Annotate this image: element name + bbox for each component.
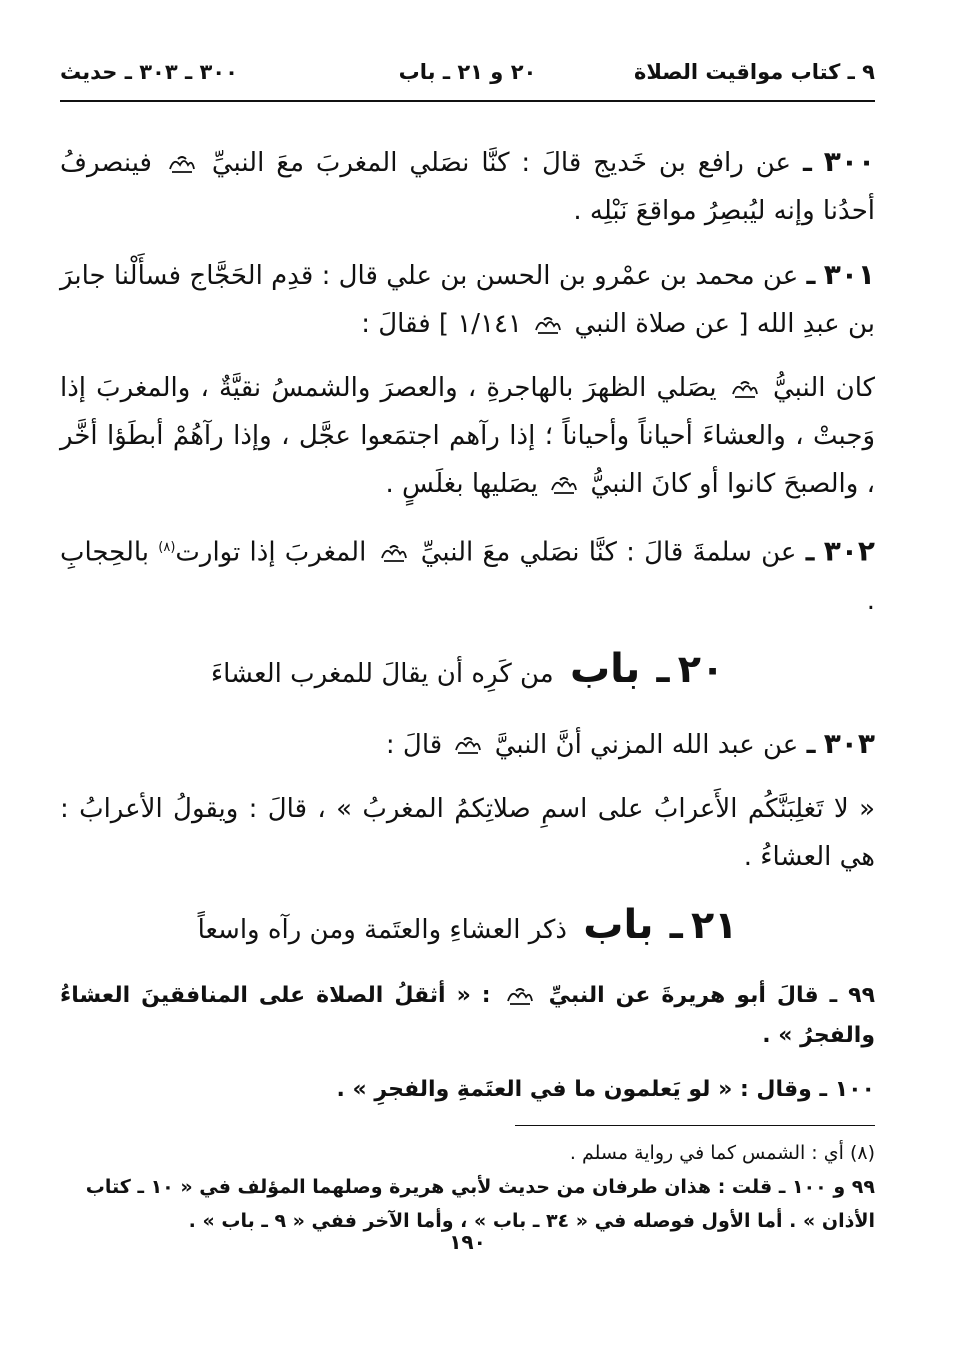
salutation-icon [168, 153, 196, 175]
hadith-number: ٣٠١ [823, 258, 876, 291]
chapter-title: من كَرِه أن يقالَ للمغرب العشاءَ [210, 658, 554, 689]
header-chapter: ٩ ـ كتاب مواقيت الصلاة [633, 60, 875, 84]
salutation-icon [731, 378, 759, 400]
salutation-icon [534, 314, 562, 336]
hadith-text-end: بالحِجابِ . [60, 537, 875, 616]
chapter-heading-21: ٢١ ـ باب ذكر العشاءِ والعتَمة ومن رآه واسعاً [197, 901, 738, 948]
chapter-word: باب [569, 645, 641, 692]
salutation-icon [380, 542, 408, 564]
hadith-302: ٣٠٢ ـ عن سلمةَ قالَ : كنَّا نصَلي معَ النبيِّ المغربَ إذا توارت$^{(٨)}$ بالحِجابِ . [60, 534, 876, 616]
hadith-text-cont: يصَلي الظهرَ بالهاجرةِ ، والعصرَ والشمسُ نقيَّةٌ ، والمغربَ إذا وَجبتْ ، والعشاءَ أحياناً وأحياناً ؛ إذا رآهم اجتمَعوا عجَّل ، وإذا رآهُمْ أبطَؤا أخَّر ، والصبحَ كانوا أو كانَ النبيُّ [60, 373, 875, 499]
hadith-text-cont: قالَ : [385, 729, 443, 760]
hadith-number: ٣٠٣ [823, 726, 875, 760]
footnote-99-100: ٩٩ و ١٠٠ ـ قلت : هذان طرفان من حديث لأبي هريرة وصلهما المؤلف في « ١٠ ـ كتاب الأذان » . أما الأول فوصله في « ٣٤ ـ باب » ، وأما الآخر ففي « ٩ ـ باب » . [85, 1176, 875, 1232]
salutation-icon [506, 985, 534, 1007]
header-hadith-range: ٣٠٠ ـ ٣٠٣ ـ حديث [60, 60, 238, 84]
hadith-text-cont: فينصرفُ أحدُنا وإنه ليُبصِرُ مواقعَ نَبْلِه . [60, 148, 875, 226]
hadith-text-end: يصَليها بغلَسٍ . [385, 469, 538, 499]
main-text [60, 138, 875, 1124]
hadith-text: كان النبيُّ [772, 373, 876, 403]
chapter-word: باب [583, 901, 654, 948]
hadith-text: عن محمد بن عمْرو بن الحسن بن علي قال : قدِم الحَجَّاج فسأَلْنا جابرَ بن عبدِ الله [ عن صلاة النبي [60, 261, 875, 339]
chapter-heading-20: ٢٠ ـ باب من كَرِه أن يقالَ للمغرب العشاءَ [210, 645, 725, 692]
mualaq-99 [60, 976, 875, 1056]
footnotes [60, 1125, 875, 1238]
mualaq-100: ١٠٠ ـ وقال : « لو يَعلمون ما في العتَمةِ والفجرِ » . [336, 1076, 875, 1102]
hadith-301-body [60, 364, 875, 508]
mualaq-text: ٩٩ ـ قالَ أبو هريرةَ عن النبيِّ [548, 982, 875, 1008]
hadith-303-body: « لا تَغلِبَنَّكُم الأَعرابُ على اسمِ صلاتِكمُ المغربُ » ، قالَ : ويقولُ الأعرابُ : هي العشاءُ . [60, 793, 875, 872]
hadith-300: ٣٠٠ ـ عن رافع بن خَديج قالَ : كنَّا نصَلي المغربَ معَ النبيِّ فينصرفُ أحدُنا وإنه ليُبصِرُ مواقعَ نَبْلِه . [60, 145, 876, 226]
hadith-text: عن عبد الله المزني أنَّ النبيَّ [494, 729, 799, 760]
hadith-text-cont: المغربَ إذا توارت [175, 537, 367, 568]
hadith-text: عن رافع بن خَديج قالَ : كنَّا نصَلي المغربَ معَ النبيِّ [211, 148, 792, 178]
hadith-number: ٣٠٢ [823, 534, 876, 568]
hadith-303: ٣٠٣ ـ عن عبد الله المزني أنَّ النبيَّ قالَ : [385, 726, 875, 760]
running-header [60, 50, 875, 102]
chapter-title: ذكر العشاءِ والعتَمة ومن رآه واسعاً [197, 914, 567, 945]
page-number: ١٩٠ [449, 1230, 486, 1254]
book-page [60, 50, 875, 1310]
hadith-301: ٣٠١ ـ عن محمد بن عمْرو بن الحسن بن علي قال : قدِم الحَجَّاج فسأَلْنا جابرَ بن عبدِ الله [ عن صلاة النبي ١/١٤١ ] فقالَ : [60, 258, 876, 339]
chapter-number: ٢٠ [677, 646, 725, 691]
hadith-number: ٣٠٠ [823, 145, 876, 178]
footnote-divider [515, 1125, 875, 1126]
footnote-8: (٨) أي : الشمس كما في رواية مسلم . [569, 1142, 875, 1164]
salutation-icon [550, 474, 578, 496]
hadith-text-cont: ١/١٤١ ] فقالَ : [361, 309, 522, 339]
footnote-ref: (٨) [158, 540, 176, 555]
mualaq-text-cont: : « أثقلُ الصلاة على المنافقينَ العشاءُ والفجرُ » . [60, 982, 875, 1048]
hadith-text: عن سلمةَ قالَ : كنَّا نصَلي معَ النبيِّ [420, 537, 797, 568]
salutation-icon [454, 734, 482, 756]
chapter-number: ٢١ [691, 902, 738, 947]
header-sections: ٢٠ و ٢١ ـ باب [398, 60, 537, 84]
